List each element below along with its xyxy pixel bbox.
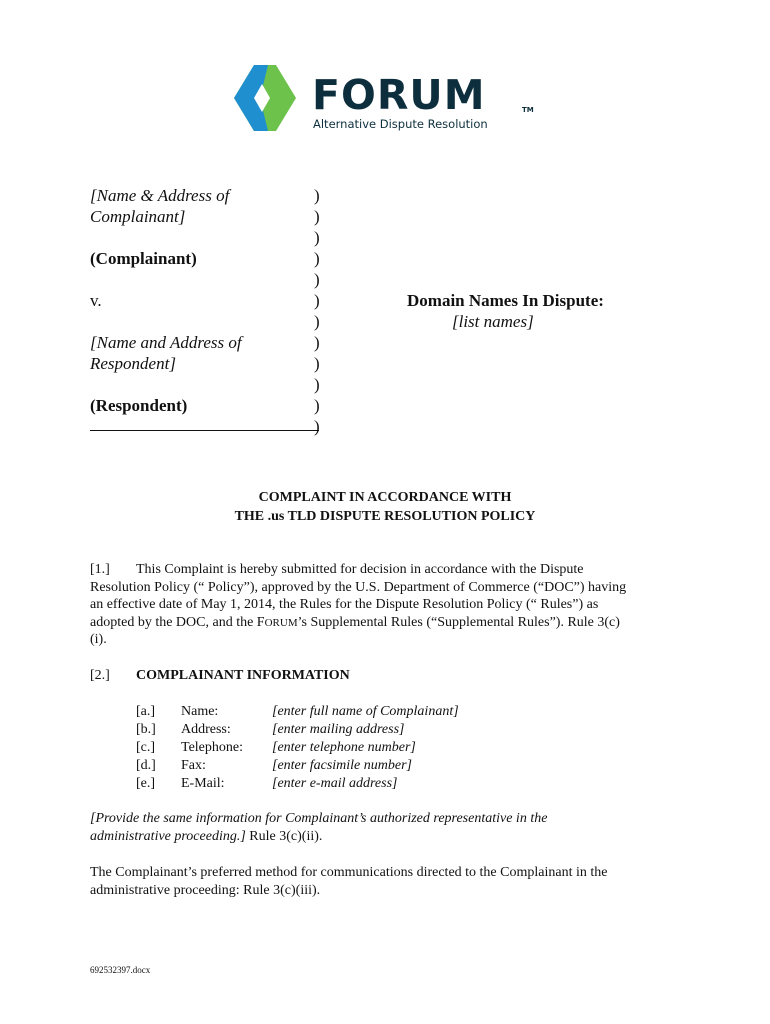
section-1-number: [1.] — [90, 562, 110, 577]
respondent-name-placeholder: [Name and Address of — [90, 333, 242, 352]
section-1-line: This Complaint is hereby submitted for decision in accordance with the Dispute — [136, 562, 584, 577]
complainant-label: (Complainant) — [90, 249, 197, 268]
domain-names-placeholder: [list names] — [452, 312, 534, 331]
caption-parentheses: ) ) ) ) ) ) ) ) ) ) ) ) — [314, 186, 320, 436]
complainant-name-placeholder-2: Complainant] — [90, 207, 186, 226]
logo-trademark: TM — [522, 106, 534, 114]
logo-wordmark: FORUM — [312, 71, 486, 119]
list-item: [e.] E-Mail: [enter e-mail address] — [136, 776, 398, 791]
representative-note-2: administrative proceeding.] Rule 3(c)(ii). — [90, 829, 323, 844]
domain-names-heading: Domain Names In Dispute: — [407, 291, 604, 310]
section-2-heading: COMPLAINANT INFORMATION — [136, 668, 350, 683]
footer-filename: 692532397.docx — [90, 965, 151, 975]
list-item: [d.] Fax: [enter facsimile number] — [136, 758, 412, 773]
complainant-name-placeholder: [Name & Address of — [90, 186, 230, 205]
section-2-number: [2.] — [90, 668, 110, 683]
versus: v. — [90, 291, 102, 310]
section-1-line: Resolution Policy (“ Policy”), approved by the U.S. Department of Commerce (“DOC”) having — [90, 579, 627, 595]
respondent-label: (Respondent) — [90, 396, 188, 415]
document-title-line2: THE .us TLD DISPUTE RESOLUTION POLICY — [234, 509, 536, 524]
section-1-line: adopted by the DOC, and the FORUM’s Supplemental Rules (“Supplemental Rules”). Rule 3(c) — [90, 614, 620, 630]
signature-rule — [90, 430, 319, 431]
preferred-communication-line: The Complainant’s preferred method for communications directed to the Complainant in the — [90, 865, 608, 880]
section-1-line: an effective date of May 1, 2014, the Rules for the Dispute Resolution Policy (“ Rules”) as — [90, 597, 599, 612]
respondent-name-placeholder-2: Respondent] — [90, 354, 176, 373]
document-title-line1: COMPLAINT IN ACCORDANCE WITH — [258, 490, 512, 505]
section-1-line: (i). — [90, 632, 107, 647]
list-item: [c.] Telephone: [enter telephone number] — [136, 740, 416, 755]
logo-tagline: Alternative Dispute Resolution — [313, 117, 488, 131]
representative-note: [Provide the same information for Complainant’s authorized representative in the — [90, 811, 548, 826]
preferred-communication-line-2: administrative proceeding: Rule 3(c)(iii). — [90, 882, 321, 898]
list-item: [b.] Address: [enter mailing address] — [136, 722, 405, 737]
list-item: [a.] Name: [enter full name of Complainant] — [136, 704, 459, 719]
complainant-info-list — [136, 703, 459, 793]
